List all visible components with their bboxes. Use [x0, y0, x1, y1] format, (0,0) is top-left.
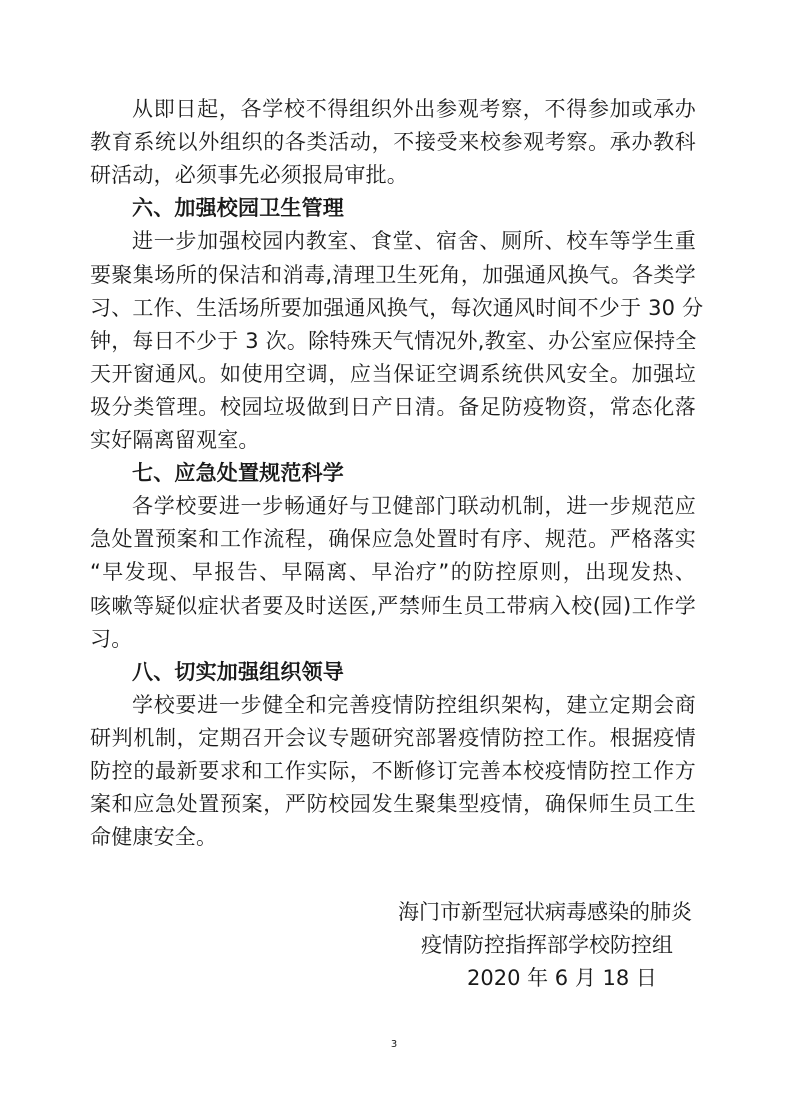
paragraph-line: 实好隔离留观室。: [90, 428, 260, 452]
paragraph-line: 从即日起，各学校不得组织外出参观考察，不得参加或承办: [132, 97, 696, 121]
paragraph-line: 进一步加强校园内教室、食堂、宿舍、厕所、校车等学生重: [132, 229, 696, 254]
paragraph-line: 咳嗽等疑似症状者要及时送医,严禁师生员工带病入校(园)工作学: [90, 593, 696, 618]
paragraph-line: 研判机制，定期召开会议专题研究部署疫情防控工作。根据疫情: [90, 725, 696, 750]
section-heading: 六、加强校园卫生管理: [132, 196, 344, 221]
paragraph-line: 学校要进一步健全和完善疫情防控组织架构，建立定期会商: [132, 692, 696, 717]
paragraph-line: 圾分类管理。校园垃圾做到日产日清。备足防疫物资，常态化落: [90, 394, 696, 419]
signature-org-line1: 海门市新型冠状病毒感染的肺炎: [398, 900, 692, 924]
paragraph-line: 习、工作、生活场所要加强通风换气，每次通风时间不少于 30 分: [90, 295, 704, 320]
paragraph-line: 防控的最新要求和工作实际，不断修订完善本校疫情防控工作方: [90, 759, 696, 783]
signature-date: 2020 年 6 月 18 日: [467, 966, 657, 990]
paragraph-line: 案和应急处置预案，严防校园发生聚集型疫情，确保师生员工生: [90, 792, 696, 817]
paragraph-line: 钟，每日不少于 3 次。除特殊天气情况外,教室、办公室应保持全: [90, 328, 697, 353]
paragraph-line: 习。: [90, 626, 133, 651]
section-heading: 八、切实加强组织领导: [132, 659, 344, 684]
paragraph-line: 天开窗通风。如使用空调，应当保证空调系统供风安全。加强垃: [90, 361, 696, 386]
section-heading: 七、应急处置规范科学: [132, 461, 344, 486]
paragraph-line: 急处置预案和工作流程，确保应急处置时有序、规范。严格落实: [90, 527, 696, 552]
paragraph-line: 教育系统以外组织的各类活动，不接受来校参观考察。承办教科: [90, 130, 696, 155]
paragraph-line: 研活动，必须事先必须报局审批。: [90, 163, 408, 188]
signature-org-line2: 疫情防控指挥部学校防控组: [421, 933, 673, 957]
paragraph-line: 要聚集场所的保洁和消毒,清理卫生死角，加强通风换气。各类学: [90, 262, 696, 287]
page-number: 3: [390, 1039, 398, 1050]
paragraph-line: 命健康安全。: [90, 825, 218, 850]
paragraph-line: 各学校要进一步畅通好与卫健部门联动机制，进一步规范应: [132, 494, 696, 519]
paragraph-line: “早发现、早报告、早隔离、早治疗”的防控原则，出现发热、: [90, 560, 696, 585]
